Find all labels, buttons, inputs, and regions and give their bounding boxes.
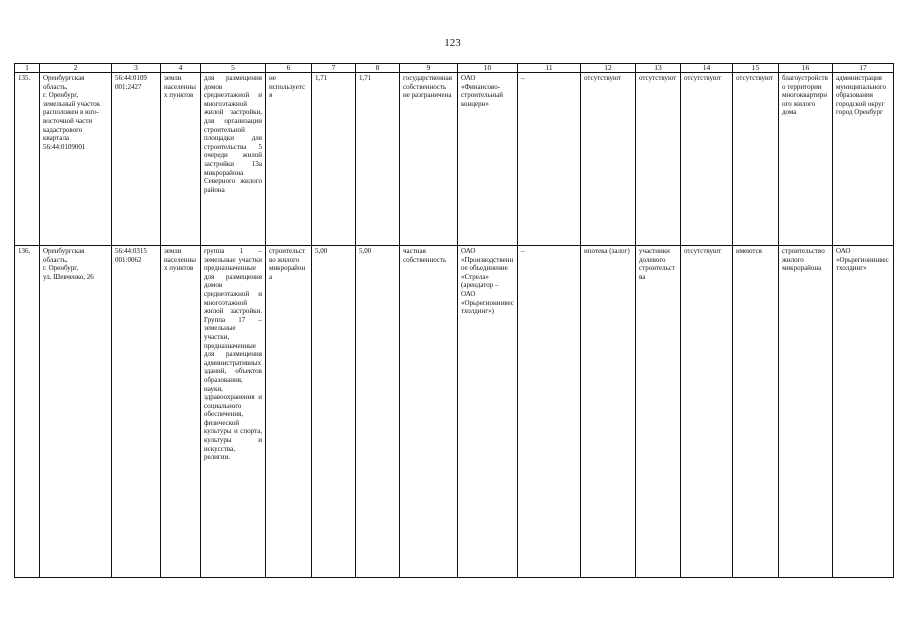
column-header: 4 <box>161 64 201 73</box>
table-row <box>15 246 894 578</box>
column-header: 17 <box>833 64 894 73</box>
column-header: 14 <box>681 64 733 73</box>
area-cell: 1,71 <box>356 73 400 246</box>
cadastral-number-cell: 56:44:0315 001:0062 <box>112 246 161 578</box>
column-13-cell: отсутствуют <box>636 73 681 246</box>
column-14-cell: отсутствуют <box>681 73 733 246</box>
header-row <box>15 64 894 73</box>
actual-use-cell: строительство жилого микрорайона <box>266 246 312 578</box>
column-header: 16 <box>779 64 833 73</box>
column-header: 5 <box>201 64 266 73</box>
permitted-use-cell: группа 1 – земельные участки предназначенные для размещения домов среднеэтажной и многоэтажной жилой застройки. Группа 17 – земельные участки, предназначенные для размещения административных зданий, объектов образования, науки, здравоохранения и социального обеспечения, физической культуры и спорта, культуры и искусства, религии. <box>201 246 266 578</box>
actual-use-cell: не используется <box>266 73 312 246</box>
permitted-use-cell: для размещения домов среднеэтажной и многоэтажной жилой застройки, для организации строительной площадки для строительства 5 очереди жилой застройки 13а микрорайона Северного жилого района <box>201 73 266 246</box>
area-cell: 1,71 <box>312 73 356 246</box>
column-11-cell: – <box>518 73 581 246</box>
column-header: 8 <box>356 64 400 73</box>
column-14-cell: отсутствуют <box>681 246 733 578</box>
column-header: 6 <box>266 64 312 73</box>
address-cell: Оренбургская область, г. Оренбург, земельный участок расположен в юго-восточной части кадастрового квартала 56:44:0109001 <box>40 73 112 246</box>
address-cell: Оренбургская область, г. Оренбург, ул. Шевченко, 26 <box>40 246 112 578</box>
column-header: 7 <box>312 64 356 73</box>
column-15-cell: отсутствуют <box>733 73 779 246</box>
encumbrance-cell: ипотека (залог) <box>581 246 636 578</box>
row-number-cell: 135. <box>15 73 40 246</box>
authority-cell: администрация муниципального образования городской округ город Оренбург <box>833 73 894 246</box>
ownership-cell: государственная собственность не разграничена <box>400 73 458 246</box>
column-header: 12 <box>581 64 636 73</box>
page-number: 123 <box>444 37 461 49</box>
land-register-table <box>14 63 894 578</box>
ownership-cell: частная собственность <box>400 246 458 578</box>
column-header: 1 <box>15 64 40 73</box>
column-header: 11 <box>518 64 581 73</box>
land-category-cell: земли населенных пунктов <box>161 73 201 246</box>
rightholder-cell: ОАО «Финансово-строительный концерн» <box>458 73 518 246</box>
rightholder-cell: ОАО «Производственное объединение «Стрела» (арендатор – ОАО «Орьрегионинвестхолдинг») <box>458 246 518 578</box>
area-cell: 5,00 <box>356 246 400 578</box>
column-11-cell: – <box>518 246 581 578</box>
authority-cell: ОАО «Орьрегионинвестхолдинг» <box>833 246 894 578</box>
column-header: 2 <box>40 64 112 73</box>
encumbrance-cell: отсутствуют <box>581 73 636 246</box>
purpose-cell: благоустройство территории многоквартирного жилого дома <box>779 73 833 246</box>
column-header: 9 <box>400 64 458 73</box>
table-row <box>15 73 894 246</box>
column-header: 15 <box>733 64 779 73</box>
column-13-cell: участники долевого строительства <box>636 246 681 578</box>
purpose-cell: строительство жилого микрорайона <box>779 246 833 578</box>
column-15-cell: имеются <box>733 246 779 578</box>
land-category-cell: земли населенных пунктов <box>161 246 201 578</box>
row-number-cell: 136. <box>15 246 40 578</box>
area-cell: 5,00 <box>312 246 356 578</box>
column-header: 13 <box>636 64 681 73</box>
column-header: 3 <box>112 64 161 73</box>
cadastral-number-cell: 56:44:0109 001:2427 <box>112 73 161 246</box>
column-header: 10 <box>458 64 518 73</box>
